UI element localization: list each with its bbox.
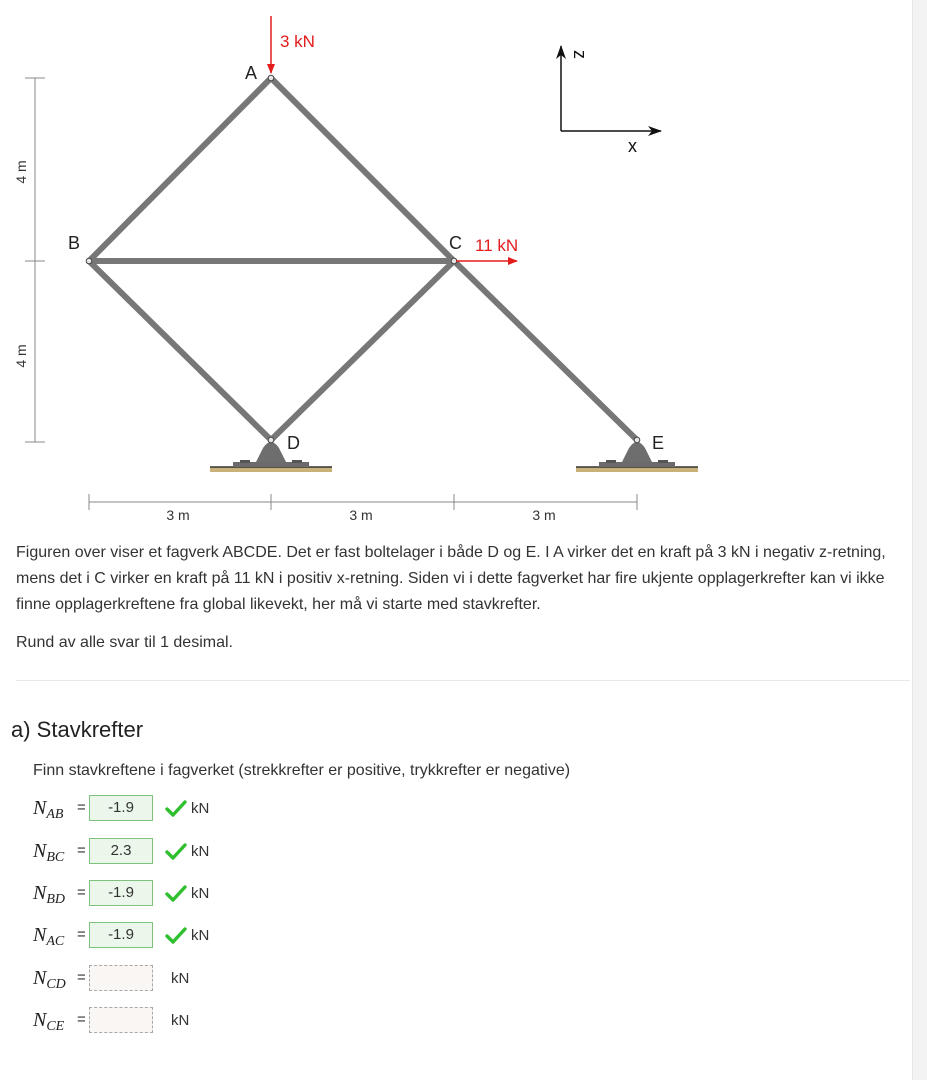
member-bd	[89, 261, 271, 440]
member-ce	[454, 261, 637, 440]
answer-input-n-ce[interactable]	[89, 1007, 153, 1033]
node-label-d: D	[287, 433, 300, 453]
dim-horizontal-1: 3 m	[166, 507, 190, 523]
var-label: $N_{CE}$	[33, 1009, 65, 1034]
equals-sign: =	[77, 884, 86, 901]
node-label-b: B	[68, 233, 81, 253]
answer-input-n-ac[interactable]: -1.9	[89, 922, 153, 948]
unit-label: kN	[191, 800, 210, 817]
unit-label: kN	[171, 1012, 190, 1029]
equals-sign: =	[77, 969, 86, 986]
equals-sign: =	[77, 842, 86, 859]
scrollbar[interactable]	[912, 0, 927, 1080]
member-cd	[271, 261, 454, 440]
section-divider	[16, 680, 910, 681]
unit-label: kN	[191, 885, 210, 902]
load-label-a: 3 kN	[280, 32, 315, 51]
truss-figure	[0, 0, 912, 530]
correct-check-icon	[165, 799, 187, 817]
node-label-e: E	[652, 433, 665, 453]
var-label: $N_{BD}$	[33, 882, 66, 907]
answer-input-n-cd[interactable]	[89, 965, 153, 991]
unit-label: kN	[191, 843, 210, 860]
correct-check-icon	[165, 926, 187, 944]
answer-input-n-ab[interactable]: -1.9	[89, 795, 153, 821]
unit-label: kN	[191, 927, 210, 944]
equals-sign: =	[77, 799, 86, 816]
member-ab	[89, 78, 271, 261]
support-e	[576, 442, 698, 472]
equals-sign: =	[77, 1011, 86, 1028]
correct-check-icon	[165, 842, 187, 860]
vertical-dimension	[25, 78, 45, 442]
member-ac	[271, 78, 454, 261]
node-label-c: C	[449, 233, 462, 253]
node-label-a: A	[245, 63, 258, 83]
problem-description: Figuren over viser et fagverk ABCDE. Det er fast boltelager i både D og E. I A virker det en kraft på 3 kN i negativ z-retning, mens det i C virker en kraft på 11 kN i positiv x-retning. Siden vi i dette fagverket har fire ukjente opplagerkrefter kan vi ikke finne opplagerkreftene fra global likevekt, her må vi starte med stavkrefter.	[16, 544, 886, 613]
rounding-note: Rund av alle svar til 1 desimal.	[16, 634, 233, 651]
var-label: $N_{AB}$	[33, 797, 64, 822]
answer-input-n-bc[interactable]: 2.3	[89, 838, 153, 864]
part-a-title: a) Stavkrefter	[11, 717, 144, 742]
axis-label-x: x	[628, 136, 637, 156]
answer-input-n-bd[interactable]: -1.9	[89, 880, 153, 906]
load-label-c: 11 kN	[475, 236, 519, 255]
truss-members	[89, 78, 637, 440]
part-a-instruction: Finn stavkreftene i fagverket (strekkrefter er positive, trykkrefter er negative)	[33, 762, 571, 779]
dim-vertical-lower: 4 m	[13, 344, 29, 368]
dim-horizontal-2: 3 m	[349, 507, 373, 523]
var-label: $N_{BC}$	[33, 840, 65, 865]
support-d	[210, 442, 332, 472]
equals-sign: =	[77, 926, 86, 943]
var-label: $N_{AC}$	[33, 924, 65, 949]
dim-vertical-upper: 4 m	[13, 160, 29, 184]
var-label: $N_{CD}$	[33, 967, 66, 992]
correct-check-icon	[165, 884, 187, 902]
unit-label: kN	[171, 970, 190, 987]
dim-horizontal-3: 3 m	[532, 507, 556, 523]
axis-label-z: z	[570, 50, 590, 59]
